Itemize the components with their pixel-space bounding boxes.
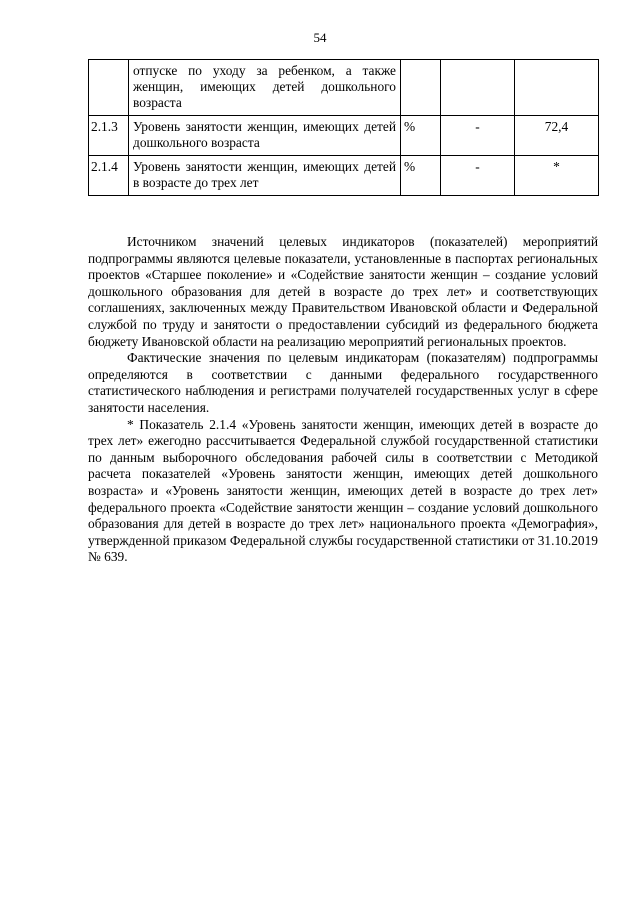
unit-cell [401,60,441,116]
row-number: 2.1.4 [89,156,129,196]
indicator-name: отпуске по уходу за ребенком, а также женщин, имеющих детей дошкольного возраста [129,60,401,116]
page-number: 54 [313,30,327,45]
unit-cell: % [401,156,441,196]
table-row [89,116,599,156]
value-cell-2 [515,60,599,116]
body-text [88,234,598,566]
value-cell-1 [441,60,515,116]
paragraph-actual-values: Фактические значения по целевым индикаторам (показателям) подпрограммы определяются в соответствии с данными федерального государственного статистического наблюдения и регистрами получателей государственных услуг в сфере занятости населения. [88,350,598,415]
table-row [89,156,599,196]
indicator-table [88,59,599,196]
row-number [89,60,129,116]
value-cell-2: * [515,156,599,196]
value-cell-1: - [441,156,515,196]
indicator-name: Уровень занятости женщин, имеющих детей в возрасте до трех лет [129,156,401,196]
value-cell-2: 72,4 [515,116,599,156]
indicator-name: Уровень занятости женщин, имеющих детей дошкольного возраста [129,116,401,156]
paragraph-data-source: Источником значений целевых индикаторов (показателей) мероприятий подпрограммы являются целевые показатели, установленные в паспортах региональных проектов «Старшее поколение» и «Содействие занятости женщин – создание условий дошкольного образования для детей в возрасте до трех лет» и соответствующих соглашениях, заключенных между Правительством Ивановской области и Федеральной службой по труду и занятости о предоставлении субсидий из федерального бюджета бюджету Ивановской области на реализацию мероприятий региональных проектов. [88,234,598,349]
unit-cell: % [401,116,441,156]
paragraph-footnote: * Показатель 2.1.4 «Уровень занятости женщин, имеющих детей в возрасте до трех лет» ежегодно рассчитывается Федеральной службой государственной статистики по данным выборочного обследования рабочей силы в соответствии с Методикой расчета показателей «Уровень занятости женщин, имеющих детей дошкольного возраста» и «Уровень занятости женщин, имеющих детей в возрасте до трех лет» федерального проекта «Содействие занятости женщин – создание условий дошкольного образования для детей в возрасте до трех лет» национального проекта «Демография», утвержденной приказом Федеральной службы государственной статистики от 31.10.2019 № 639. [88,416,598,565]
table-row [89,60,599,116]
value-cell-1: - [441,116,515,156]
row-number: 2.1.3 [89,116,129,156]
